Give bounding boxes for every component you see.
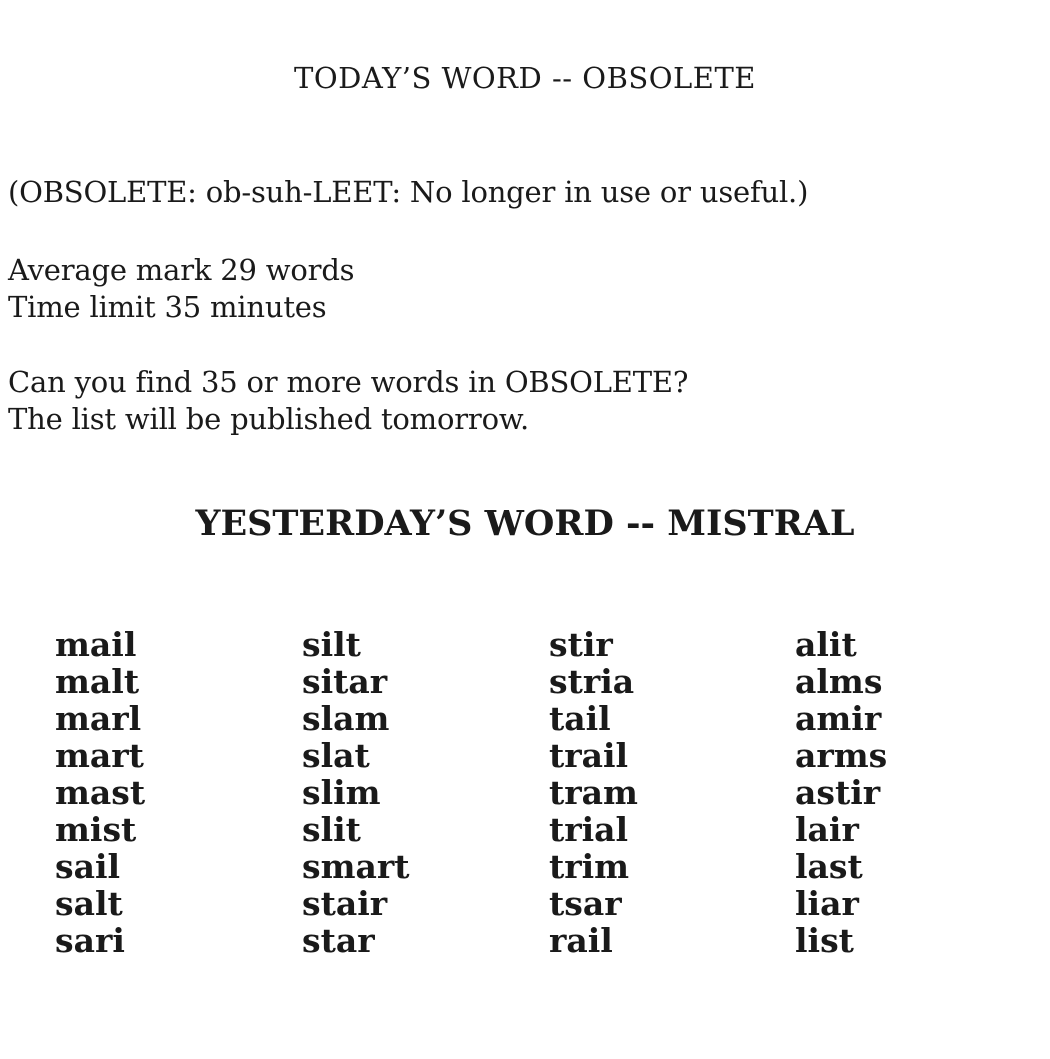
- list-item: mist: [55, 810, 137, 849]
- list-item: alms: [795, 662, 883, 701]
- average-mark: Average mark 29 words: [8, 253, 355, 287]
- list-item: list: [795, 921, 854, 960]
- game-stats: [8, 252, 354, 326]
- publish-note: The list will be published tomorrow.: [8, 402, 530, 436]
- list-item: amir: [795, 699, 882, 738]
- list-item: trail: [549, 736, 629, 775]
- list-item: marl: [55, 699, 142, 738]
- challenge-text: [8, 364, 688, 438]
- word-definition: [8, 174, 808, 211]
- list-item: star: [302, 921, 375, 960]
- challenge-question: Can you find 35 or more words in OBSOLETE?: [8, 365, 689, 399]
- list-item: mail: [55, 625, 137, 664]
- word-column: [549, 626, 789, 959]
- list-item: tail: [549, 699, 611, 738]
- word-column: [795, 626, 1035, 959]
- list-item: trial: [549, 810, 629, 849]
- list-item: silt: [302, 625, 361, 664]
- list-item: tsar: [549, 884, 622, 923]
- list-item: rail: [549, 921, 613, 960]
- time-limit: Time limit 35 minutes: [8, 290, 327, 324]
- list-item: liar: [795, 884, 859, 923]
- list-item: slat: [302, 736, 370, 775]
- list-item: stair: [302, 884, 388, 923]
- list-item: salt: [55, 884, 123, 923]
- word-list: [55, 626, 1045, 966]
- list-item: smart: [302, 847, 410, 886]
- list-item: sail: [55, 847, 121, 886]
- list-item: mart: [55, 736, 144, 775]
- list-item: stria: [549, 662, 635, 701]
- list-item: slit: [302, 810, 361, 849]
- list-item: slim: [302, 773, 381, 812]
- list-item: stir: [549, 625, 613, 664]
- word-column: [302, 626, 542, 959]
- list-item: sitar: [302, 662, 388, 701]
- list-item: mast: [55, 773, 146, 812]
- yesterday-word-title: YESTERDAY’S WORD -- MISTRAL: [195, 503, 855, 544]
- definition-text: (OBSOLETE: ob-suh-LEET: No longer in use or useful.): [8, 175, 809, 209]
- list-item: sari: [55, 921, 125, 960]
- list-item: trim: [549, 847, 630, 886]
- list-item: arms: [795, 736, 888, 775]
- word-column: [55, 626, 295, 959]
- list-item: last: [795, 847, 863, 886]
- list-item: astir: [795, 773, 881, 812]
- list-item: slam: [302, 699, 390, 738]
- list-item: malt: [55, 662, 140, 701]
- list-item: tram: [549, 773, 638, 812]
- list-item: lair: [795, 810, 859, 849]
- list-item: alit: [795, 625, 857, 664]
- today-word-title: TODAY’S WORD -- OBSOLETE: [294, 61, 756, 95]
